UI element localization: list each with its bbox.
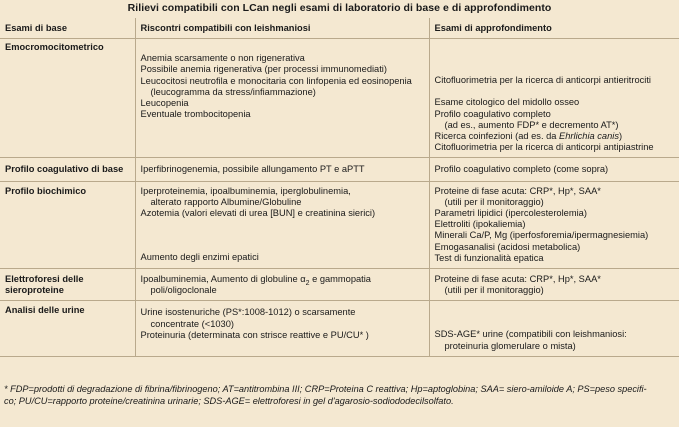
finding: Anemia scarsamente o non rigenerativa (140, 53, 305, 64)
further-test: Esame citologico del midollo osseo (434, 97, 580, 108)
further-cell (429, 39, 679, 158)
further-cell (429, 269, 679, 301)
further-test: SDS-AGE* urine (compatibili con leishmaniosi: (434, 329, 627, 340)
findings-cell (135, 181, 429, 268)
further-test: Profilo coagulativo completo (434, 108, 551, 119)
footnote-line: * FDP=prodotti di degradazione di fibrina/fibrinogeno; AT=antitrombina III; CRP=Proteina C reattiva; Hp=aptoglobina; SAA= siero-amiloide A; PS=peso specifi- (4, 384, 647, 394)
further-test: Test di funzionalità epatica (434, 252, 544, 263)
table-row (0, 39, 679, 158)
finding: alterato rapporto Albumine/Globuline (150, 196, 302, 207)
further-test: Citofluorimetria per la ricerca di anticorpi antipiastrine (434, 142, 654, 153)
further-cell (429, 158, 679, 181)
row-label: Analisi delle urine (5, 305, 85, 316)
further-test: (ad es., aumento FDP* e decremento AT*) (444, 119, 619, 130)
findings-cell (135, 301, 429, 356)
lab-table (0, 18, 679, 357)
further-cell (429, 301, 679, 356)
further-test: proteinuria glomerulare o mista) (444, 340, 576, 351)
finding: Proteinuria (determinata con strisce reattive e PU/CU* ) (140, 329, 369, 340)
further-test: Minerali Ca/P, Mg (iperfosforemia/ipermagnesiemia) (434, 230, 649, 241)
table-title: Rilievi compatibili con LCan negli esami di laboratorio di base e di approfondimento (127, 2, 552, 14)
finding: concentrate (<1030) (150, 318, 234, 329)
finding: Urine isostenuriche (PS*:1008-1012) o scarsamente (140, 307, 356, 318)
header-riscontri: Riscontri compatibili con leishmaniosi (135, 18, 429, 39)
table-row (0, 181, 679, 268)
finding: Leucocitosi neutrofila e monocitaria con linfopenia ed eosinopenia (140, 75, 412, 86)
header-esami-base: Esami di base (5, 23, 68, 33)
further-test: Ricerca coinfezioni (ad es. da Ehrlichia canis) (434, 131, 623, 142)
further-test: Parametri lipidici (ipercolesterolemia) (434, 208, 587, 219)
further-test: (utili per il monitoraggio) (444, 285, 544, 296)
row-label: Profilo biochimico (5, 185, 87, 196)
further-test: Elettroliti (ipokaliemia) (434, 219, 526, 230)
row-label: Elettroforesi delle sieroproteine (5, 274, 84, 296)
findings-cell (135, 269, 429, 301)
table-row (0, 301, 679, 356)
table-row (0, 269, 679, 301)
further-test: Proteine di fase acuta: CRP*, Hp*, SAA* (434, 274, 601, 285)
further-test: Profilo coagulativo completo (come sopra) (434, 164, 609, 175)
finding: Iperproteinemia, ipoalbuminemia, iperglobulinemia, (140, 185, 351, 196)
further-test: Emogasanalisi (acidosi metabolica) (434, 241, 581, 252)
further-cell (429, 181, 679, 268)
further-test: (utili per il monitoraggio) (444, 196, 544, 207)
finding: Leucopenia (140, 98, 189, 109)
finding: Azotemia (valori elevati di urea [BUN] e creatinina sierici) (140, 208, 376, 219)
footnote-line: co; PU/CU=rapporto proteine/creatinina urinarie; SDS-AGE= elettroforesi in gel d'agarosio-sodiododecilsolfato. (4, 395, 454, 406)
header-approfondimento: Esami di approfondimento (429, 18, 679, 39)
further-test: Citofluorimetria per la ricerca di anticorpi antieritrociti (434, 75, 651, 86)
findings-cell (135, 158, 429, 181)
row-label: Emocromocitometrico (5, 42, 104, 53)
finding: Ipoalbuminemia, Aumento di globuline $\alpha_2$ e gammopatia (140, 274, 371, 287)
header-row (0, 18, 679, 39)
finding: Iperfibrinogenemia, possibile allungamento PT e aPTT (140, 164, 365, 175)
table-row (0, 158, 679, 181)
row-label: Profilo coagulativo di base (5, 164, 124, 175)
finding: (leucogramma da stress/infiammazione) (150, 86, 316, 97)
footnote (4, 384, 674, 407)
finding: Eventuale trombocitopenia (140, 109, 251, 120)
findings-cell (135, 39, 429, 158)
finding: Aumento degli enzimi epatici (140, 252, 259, 263)
finding: Possibile anemia rigenerativa (per processi immunomediati) (140, 64, 387, 75)
finding: poli/oligoclonale (150, 285, 217, 296)
further-test: Proteine di fase acuta: CRP*, Hp*, SAA* (434, 185, 601, 196)
